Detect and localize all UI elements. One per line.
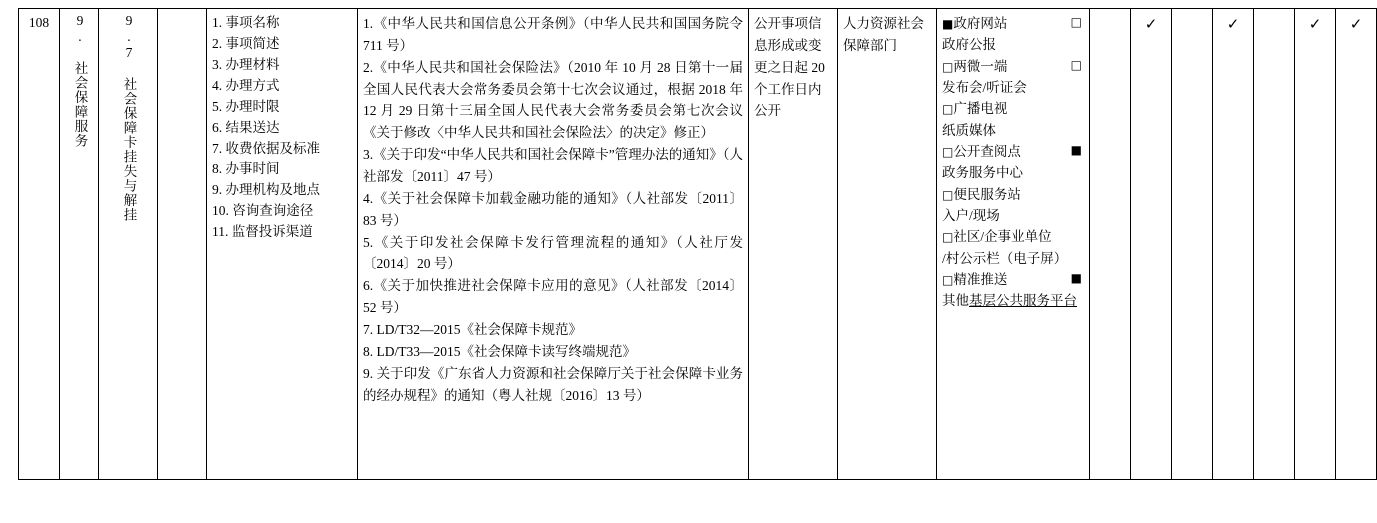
channel-item-convenience-station[interactable]: [942, 184, 1084, 205]
channel-item-weibo-wechat-app[interactable]: [942, 56, 1084, 77]
list-item: 5. 办理时限: [212, 98, 280, 114]
cell-mark-6: [1295, 9, 1336, 480]
disclosure-time-text: 公开事项信息形成或变更之日起 20 个工作日内公开: [754, 16, 825, 119]
checkbox-empty-icon[interactable]: □: [942, 144, 954, 159]
channel-label: 入户/现场: [942, 207, 1000, 223]
cell-blank: [158, 9, 207, 480]
mark-text: ✓: [1308, 15, 1322, 33]
checkbox-empty-icon[interactable]: □: [942, 230, 954, 245]
list-item: 8. 办事时间: [212, 161, 280, 177]
serial-no-text: 108: [28, 15, 50, 30]
list-item: 2. 事项简述: [212, 35, 280, 51]
legal-basis-item: 8. LD/T33—2015《社会保障卡读写终端规范》: [363, 343, 636, 359]
disclosure-catalog-table: [18, 8, 1377, 480]
legal-basis-item: 7. LD/T32—2015《社会保障卡规范》: [363, 322, 582, 338]
channel-label: 广播电视: [953, 101, 1008, 117]
channel-label: 政府网站: [953, 16, 1008, 31]
checkbox-empty-icon[interactable]: □: [942, 102, 954, 117]
content-items-list: [212, 13, 352, 243]
cell-mark-3: [1172, 9, 1213, 480]
mark-text: ✓: [1226, 15, 1240, 33]
legal-basis-list: [363, 13, 743, 406]
cell-subitem: [99, 9, 158, 480]
channel-label: 纸质媒体: [942, 122, 996, 138]
cell-serial-no: [19, 9, 60, 480]
checkbox-empty-icon[interactable]: □: [942, 187, 954, 202]
checkbox-empty-icon[interactable]: □: [942, 59, 954, 74]
category-text: 9. 社会保障服务: [72, 13, 88, 148]
channel-label: 政府公报: [942, 37, 996, 53]
channel-label: 发布会/听证会: [942, 79, 1027, 95]
channel-item-government-gazette[interactable]: [942, 34, 1084, 55]
cell-mark-5: [1254, 9, 1295, 480]
legal-basis-item: 4.《关于社会保障卡加载金融功能的通知》（人社部发〔2011〕83 号）: [363, 190, 743, 228]
subitem-vertical-wrap: [104, 13, 152, 475]
channel-item-government-website[interactable]: [942, 13, 1084, 34]
channel-item-community-enterprise-unit[interactable]: [942, 226, 1084, 247]
channel-item-village-bulletin-board[interactable]: [942, 248, 1084, 269]
list-item: 9. 办理机构及地点: [212, 182, 320, 198]
legal-basis-item: 5.《关于印发社会保障卡发行管理流程的通知》（人社厅发〔2014〕20 号）: [363, 234, 743, 272]
mark-text: ✓: [1144, 15, 1158, 33]
subitem-text: 9.7 社会保障卡挂失与解挂: [121, 13, 137, 222]
legal-basis-item: 1.《中华人民共和国信息公开条例》（中华人民共和国国务院令 711 号）: [363, 16, 743, 53]
checkbox-filled-icon[interactable]: ■: [942, 17, 954, 31]
channel-label: 政务服务中心: [942, 165, 1023, 181]
checkbox-empty-icon[interactable]: □: [1070, 57, 1082, 72]
list-item: 3. 办理材料: [212, 56, 280, 72]
cell-mark-2: [1131, 9, 1172, 480]
legal-basis-item: 6.《关于加快推进社会保障卡应用的意见》（人社部发〔2014〕52 号）: [363, 278, 743, 316]
channel-label: /村公示栏（电子屏）: [942, 250, 1068, 266]
legal-basis-item: 2.《中华人民共和国社会保险法》（2010 年 10 月 28 日第十一届全国人民代表大会常务委员会第十七次会议通过，根据 2018 年 12 月 29 日第十三届全国人民代表大会常务委员会第七次会议《关于修改〈中华人民共和国社会保险法〉的决定》修正）: [363, 59, 743, 141]
channel-item-other[interactable]: [942, 290, 1084, 311]
cell-mark-7: [1336, 9, 1377, 480]
channel-list: [942, 13, 1084, 312]
cell-legal-basis: [358, 9, 749, 480]
list-item: 1. 事项名称: [212, 15, 280, 30]
checkbox-empty-icon[interactable]: □: [1070, 15, 1082, 29]
cell-mark-1: [1090, 9, 1131, 480]
list-item: 11. 监督投诉渠道: [212, 224, 313, 240]
checkbox-filled-icon[interactable]: ■: [1070, 270, 1082, 285]
legal-basis-item: 3.《关于印发“中华人民共和国社会保障卡”管理办法的通知》（人社部发〔2011〕47 号）: [363, 147, 743, 185]
category-vertical-wrap: [65, 13, 93, 475]
mark-text: ✓: [1349, 15, 1363, 33]
cell-channels: [937, 9, 1090, 480]
list-item: 7. 收费依据及标准: [212, 140, 320, 156]
table-row: [19, 9, 1377, 480]
channel-label: 便民服务站: [953, 186, 1021, 202]
channel-label: 社区/企事业单位: [953, 229, 1052, 245]
department-text: 人力资源社会保障部门: [843, 16, 924, 53]
channel-label: 两微一端: [953, 58, 1008, 74]
channel-item-targeted-push[interactable]: [942, 269, 1084, 290]
channel-other-label: 其他: [942, 293, 969, 309]
cell-disclosure-time: [749, 9, 838, 480]
document-page: [0, 8, 1363, 495]
checkbox-filled-icon[interactable]: ■: [1070, 142, 1082, 157]
legal-basis-item: 9. 关于印发《广东省人力资源和社会保障厅关于社会保障卡业务的经办规程》的通知（粤人社规〔2016〕13 号）: [363, 365, 743, 403]
cell-category: [60, 9, 99, 480]
cell-content-items: [207, 9, 358, 480]
channel-item-broadcast-tv[interactable]: [942, 98, 1084, 119]
list-item: 10. 咨询查询途径: [212, 203, 314, 219]
channel-item-public-reading-point[interactable]: [942, 141, 1084, 162]
channel-item-door-to-door-onsite[interactable]: [942, 205, 1084, 226]
cell-department: [838, 9, 937, 480]
channel-other-value[interactable]: 基层公共服务平台: [969, 293, 1077, 309]
channel-item-government-service-center[interactable]: [942, 162, 1084, 183]
list-item: 4. 办理方式: [212, 77, 280, 93]
checkbox-empty-icon[interactable]: □: [942, 272, 954, 287]
channel-label: 公开查阅点: [953, 143, 1021, 159]
channel-item-press-hearing[interactable]: [942, 77, 1084, 98]
channel-item-print-media[interactable]: [942, 120, 1084, 141]
cell-mark-4: [1213, 9, 1254, 480]
channel-label: 精准推送: [953, 271, 1008, 287]
list-item: 6. 结果送达: [212, 119, 280, 135]
